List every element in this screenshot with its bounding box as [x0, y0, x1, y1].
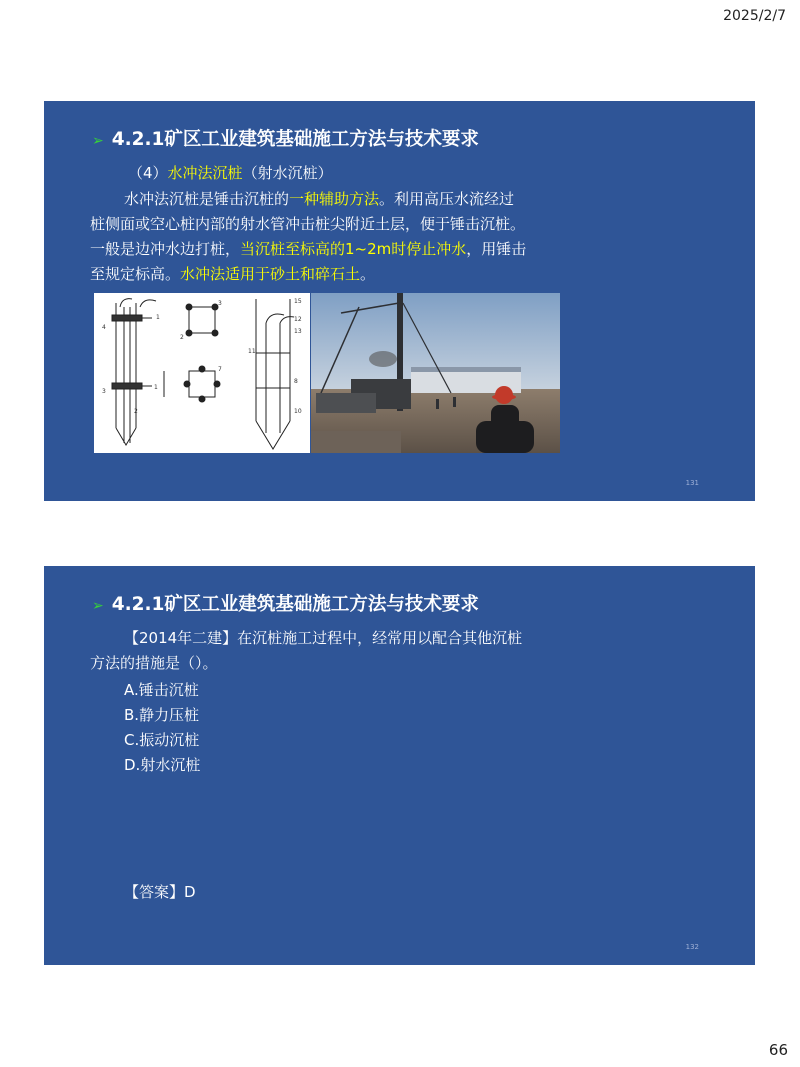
line4-a: 至规定标高。: [90, 265, 181, 283]
water-jet-pile-diagram: [94, 293, 310, 453]
svg-text:1: 1: [154, 384, 158, 391]
line4-c: 。: [360, 265, 376, 283]
slide-title-text: 4.2.1矿区工业建筑基础施工方法与技术要求: [111, 594, 479, 615]
paragraph-line-3: [90, 237, 526, 262]
question-line-1: 【2014年二建】在沉桩施工过程中，经常用以配合其他沉桩: [124, 629, 523, 647]
print-date: 2025/2/7: [723, 8, 786, 24]
construction-site-photo: [311, 293, 560, 453]
slide1-paragraph: [90, 187, 526, 287]
option-c: C.振动沉桩: [124, 731, 200, 749]
svg-text:8: 8: [294, 378, 298, 385]
slide-title-text: 4.2.1矿区工业建筑基础施工方法与技术要求: [111, 129, 479, 150]
option-d: D.射水沉桩: [124, 756, 201, 774]
svg-text:3: 3: [102, 388, 106, 395]
option-a: A.锤击沉桩: [124, 681, 199, 699]
line3-a: 一般是边冲水边打桩，: [90, 240, 241, 258]
paragraph-line-4: [90, 262, 526, 287]
svg-text:2: 2: [134, 408, 138, 415]
svg-text:11: 11: [248, 348, 256, 355]
svg-text:15: 15: [294, 298, 302, 305]
subheading-suffix: （射水沉桩）: [242, 164, 333, 182]
svg-text:7: 7: [218, 366, 222, 373]
svg-text:2: 2: [180, 334, 184, 341]
line3-c: ，用锤击: [466, 240, 527, 258]
svg-text:12: 12: [294, 316, 302, 323]
slide-title: [92, 125, 479, 151]
svg-text:4: 4: [102, 324, 106, 331]
svg-text:1: 1: [156, 314, 160, 321]
options-list: [124, 678, 200, 778]
arrow-bullet-icon: ➢: [92, 598, 104, 614]
slide-title: [92, 590, 479, 616]
svg-text:10: 10: [294, 408, 302, 415]
subheading-highlight: 水冲法沉桩: [167, 164, 243, 182]
svg-text:13: 13: [294, 328, 302, 335]
page-number: 66: [768, 1041, 788, 1059]
site-photo-drawing: [311, 293, 560, 453]
line1-c: 。利用高压水流经过: [379, 190, 515, 208]
pile-diagram-drawing: [94, 293, 310, 453]
question: [90, 626, 522, 676]
subheading: [128, 161, 333, 186]
paragraph-line-1: [90, 187, 526, 212]
slide-number: 132: [685, 943, 699, 951]
line1-highlight: 一种辅助方法: [289, 190, 380, 208]
question-line-2: 方法的措施是（）。: [90, 654, 218, 672]
slide-number: 131: [685, 479, 699, 487]
line4-highlight: 水冲法适用于砂土和碎石土: [180, 265, 361, 283]
answer: 【答案】D: [124, 883, 196, 901]
option-b: B.静力压桩: [124, 706, 200, 724]
line3-highlight: 当沉桩至标高的1~2m时停止冲水: [240, 240, 467, 258]
slide-132: [44, 566, 755, 965]
slide-131: [44, 101, 755, 501]
svg-text:3: 3: [218, 300, 222, 307]
arrow-bullet-icon: ➢: [92, 133, 104, 149]
line1-a: 水冲法沉桩是锤击沉桩的: [124, 190, 290, 208]
paragraph-line-2: 桩侧面或空心桩内部的射水管冲击桩尖附近土层，便于锤击沉桩。: [90, 215, 526, 233]
subheading-prefix: （4）: [128, 164, 168, 182]
